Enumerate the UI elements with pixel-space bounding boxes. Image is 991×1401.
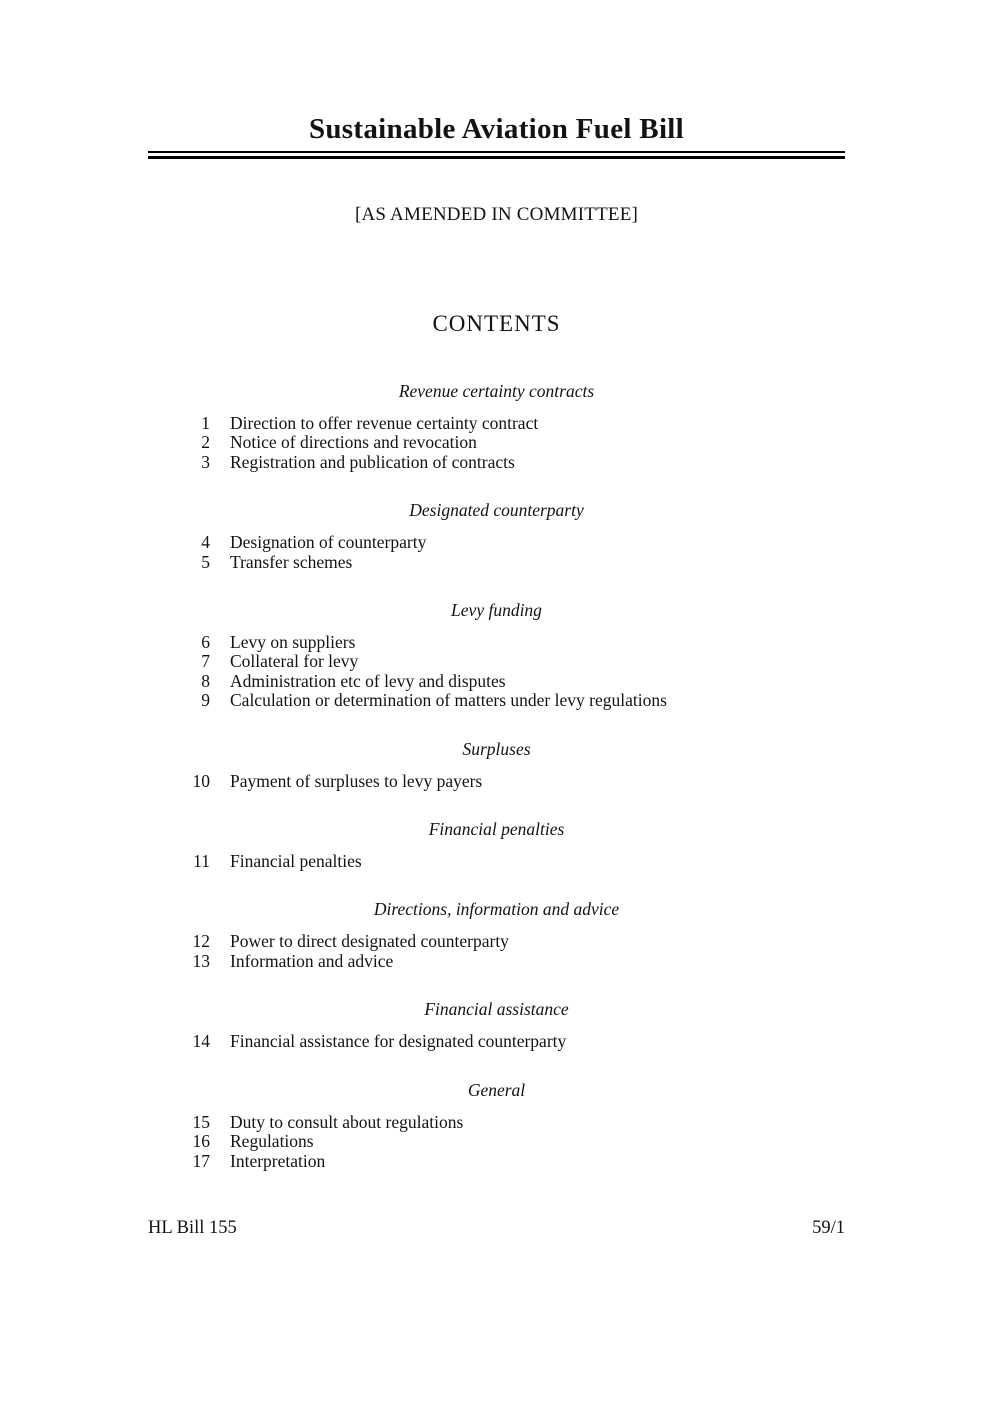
clause-number: 16: [192, 1131, 210, 1152]
page-title: Sustainable Aviation Fuel Bill: [308, 113, 685, 145]
bill-number: HL Bill 155: [148, 1217, 237, 1238]
clause-number: 9: [201, 690, 210, 711]
contents-item: [148, 652, 845, 671]
contents-item: [148, 453, 845, 472]
clause-number: 6: [201, 632, 210, 653]
clause-title: Transfer schemes: [230, 551, 353, 572]
clause-title: Calculation or determination of matters under levy regulations: [230, 690, 667, 711]
clause-title: Direction to offer revenue certainty contract: [230, 413, 539, 433]
clause-number: 4: [201, 532, 210, 553]
clause-number: 14: [192, 1031, 210, 1052]
clause-number: 13: [192, 950, 210, 971]
clause-title: Administration etc of levy and disputes: [230, 670, 506, 691]
contents-item: [148, 852, 845, 871]
section-heading: Revenue certainty contracts: [398, 381, 595, 401]
clause-number: 12: [192, 931, 210, 952]
page-footer: [148, 1217, 845, 1239]
clause-title: Notice of directions and revocation: [230, 432, 477, 453]
section-items: [148, 1113, 845, 1171]
contents-item: [148, 1032, 845, 1051]
clause-title: Financial penalties: [230, 851, 362, 872]
contents-section: [148, 381, 845, 472]
section-items: [148, 932, 845, 971]
session-reference: 59/1: [812, 1217, 845, 1238]
contents-item: [148, 553, 845, 572]
contents-item: [148, 932, 845, 951]
title-double-rule: [148, 151, 845, 159]
contents-item: [148, 672, 845, 691]
clause-title: Information and advice: [230, 950, 394, 971]
clause-title: Levy on suppliers: [230, 632, 356, 653]
clause-number: 7: [201, 651, 210, 672]
section-items: [148, 414, 845, 472]
clause-number: 2: [201, 432, 210, 453]
contents-section: [148, 899, 845, 971]
clause-title: Duty to consult about regulations: [230, 1111, 464, 1132]
clause-number: 3: [201, 451, 210, 472]
contents-sections: [148, 381, 845, 1171]
clause-number: 1: [201, 413, 210, 433]
contents-section: [148, 500, 845, 572]
section-items: [148, 1032, 845, 1051]
contents-item: [148, 433, 845, 452]
clause-title: Financial assistance for designated counterparty: [230, 1031, 567, 1052]
clause-number: 15: [192, 1111, 210, 1132]
clause-number: 17: [192, 1150, 210, 1171]
contents-section: [148, 1080, 845, 1171]
section-heading: Levy funding: [451, 600, 542, 621]
clause-title: Payment of surpluses to levy payers: [230, 770, 483, 791]
contents-heading: CONTENTS: [432, 311, 561, 336]
contents-item: [148, 633, 845, 652]
contents-section: [148, 600, 845, 711]
section-heading: Financial assistance: [424, 999, 569, 1020]
clause-title: Registration and publication of contracts: [230, 451, 515, 472]
clause-title: Regulations: [230, 1131, 314, 1152]
contents-item: [148, 1152, 845, 1171]
contents-item: [148, 533, 845, 552]
section-items: [148, 633, 845, 711]
clause-title: Interpretation: [230, 1150, 326, 1171]
section-heading: Financial penalties: [428, 819, 565, 840]
contents-item: [148, 414, 845, 433]
contents-item: [148, 691, 845, 710]
section-heading: Designated counterparty: [409, 500, 584, 521]
contents-item: [148, 952, 845, 971]
contents-section: [148, 999, 845, 1051]
contents-section: [148, 739, 845, 791]
contents-item: [148, 1113, 845, 1132]
clause-number: 11: [193, 851, 210, 872]
clause-number: 8: [201, 670, 210, 691]
section-heading: Surpluses: [462, 738, 531, 759]
contents-item: [148, 772, 845, 791]
clause-number: 5: [201, 551, 210, 572]
contents-section: [148, 819, 845, 871]
section-items: [148, 772, 845, 791]
contents-item: [148, 1132, 845, 1151]
clause-title: Designation of counterparty: [230, 532, 427, 553]
section-heading: General: [467, 1079, 526, 1100]
clause-title: Power to direct designated counterparty: [230, 931, 509, 952]
section-heading: Directions, information and advice: [373, 899, 620, 920]
section-items: [148, 533, 845, 572]
amended-status-line: [AS AMENDED IN COMMITTEE]: [354, 204, 639, 225]
clause-number: 10: [192, 770, 210, 791]
clause-title: Collateral for levy: [230, 651, 359, 672]
section-items: [148, 852, 845, 871]
